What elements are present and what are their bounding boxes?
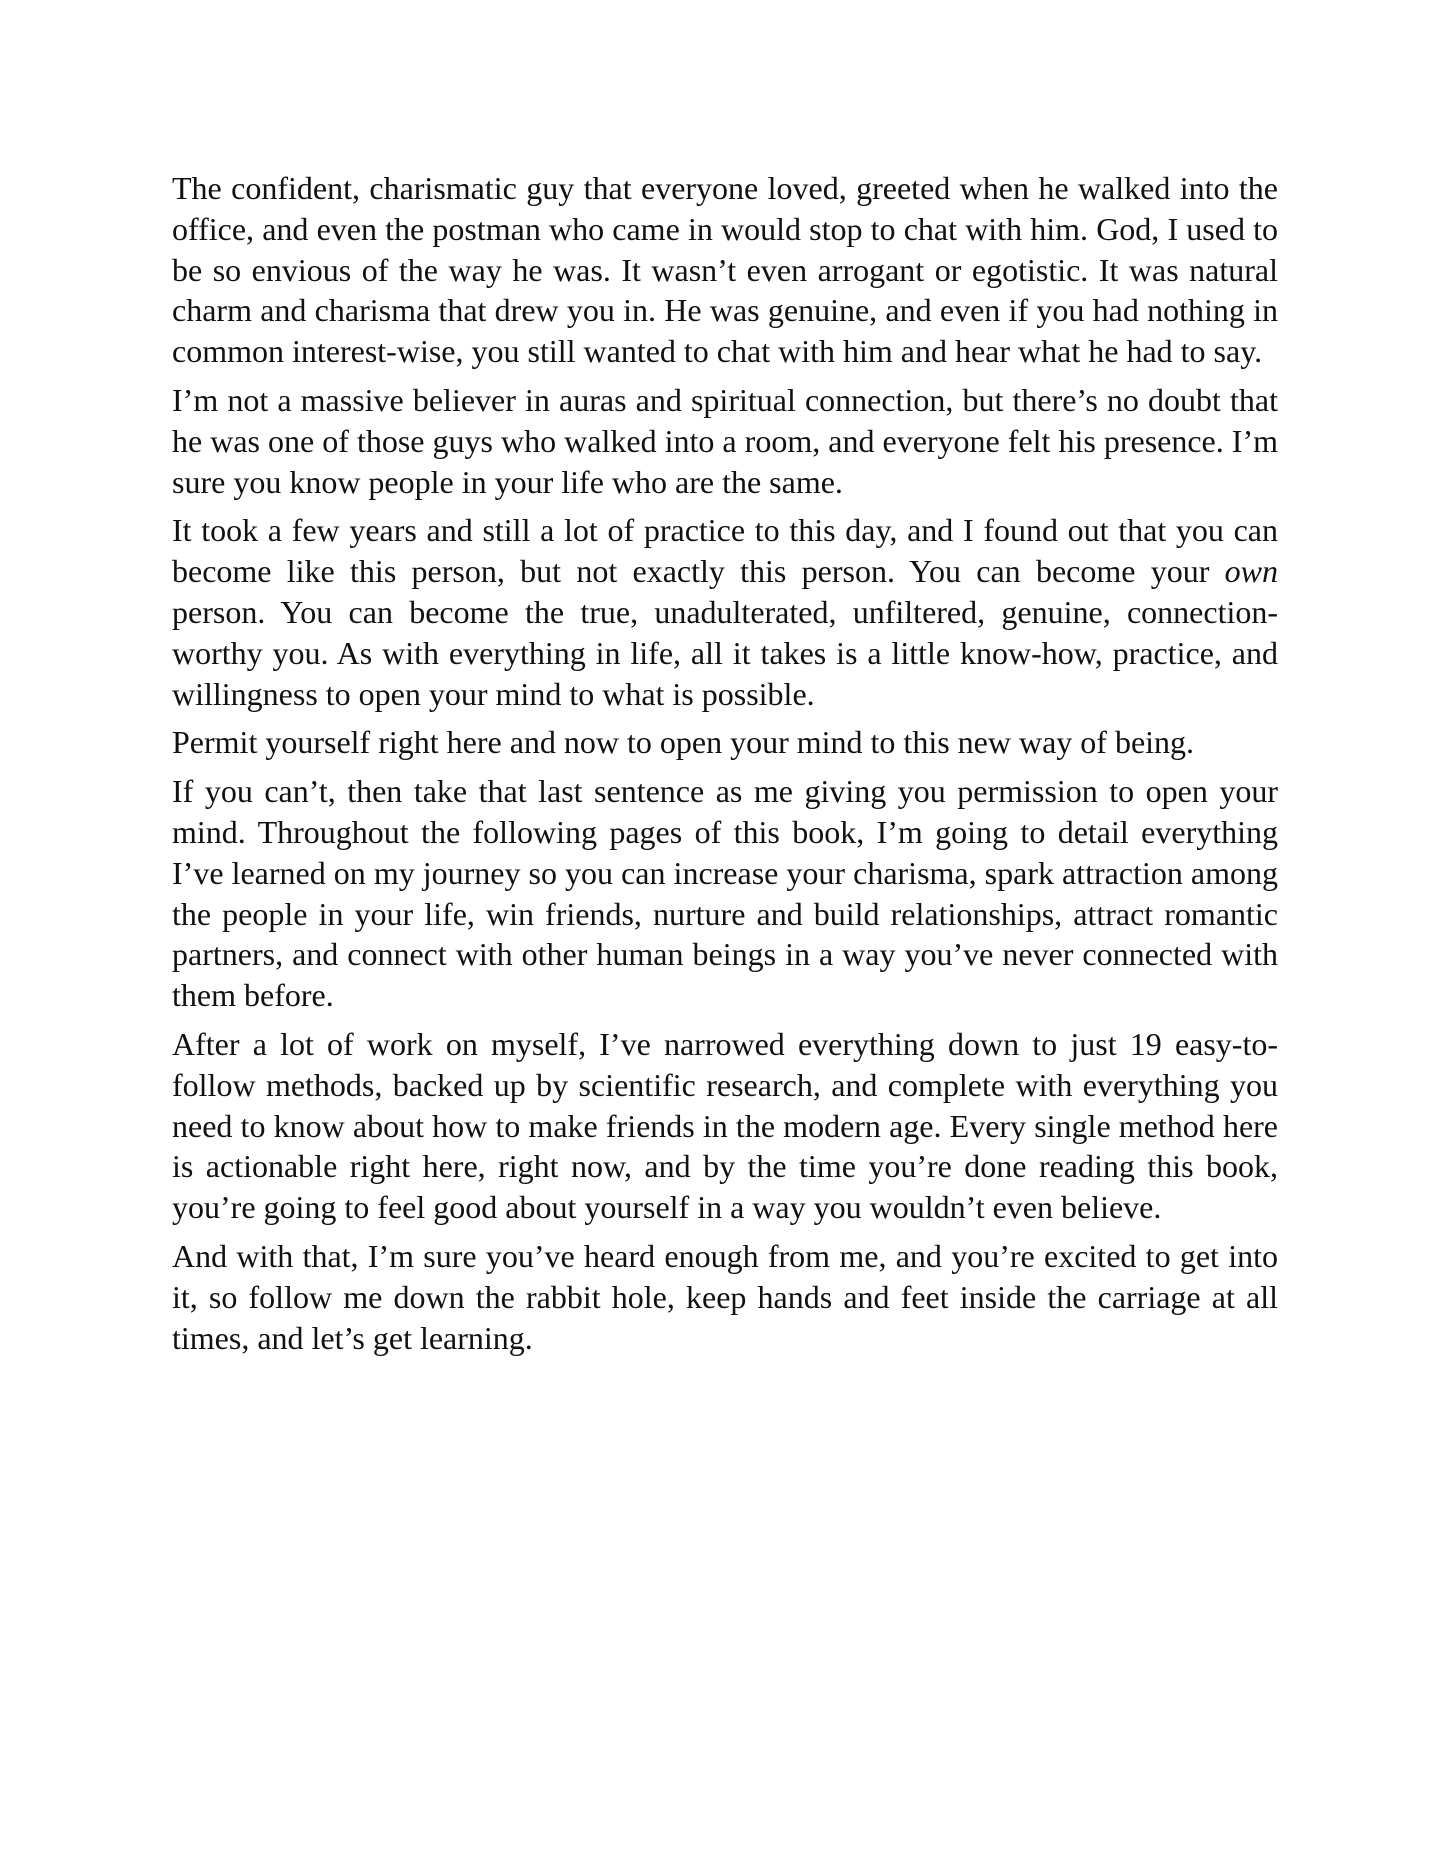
paragraph-6: After a lot of work on myself, I’ve narrowed everything down to just 19 easy-to-follow methods, backed up by scientific research, and complete with everything you need to know about how to make friends in the modern age. Every single method here is actionable right here, right now, and by the time you’re done reading this book, you’re going to feel good about yourself in a way you wouldn’t even believe. bbox=[172, 1025, 1278, 1226]
paragraph-3-start: It took a few years and still a lot of practice to this day, and I found out that you can become like this person, but not exactly this person. You can become your bbox=[172, 512, 1278, 590]
paragraph-5: If you can’t, then take that last sentence as me giving you permission to open your mind. Throughout the following pages of this book, I’m going to detail everything I’ve learned on my journey so you can increase your charisma, spark attraction among the people in your life, win friends, nurture and build relationships, attract romantic partners, and connect with other human beings in a way you’ve never connected with them before. bbox=[172, 773, 1278, 1014]
paragraph-7: And with that, I’m sure you’ve heard enough from me, and you’re excited to get into it, so follow me down the rabbit hole, keep hands and feet inside the carriage at all times, and let’s get learning. bbox=[172, 1237, 1278, 1356]
paragraph-1: The confident, charismatic guy that everyone loved, greeted when he walked into the office, and even the postman who came in would stop to chat with him. God, I used to be so envious of the way he was. It wasn’t even arrogant or egotistic. It was natural charm and charisma that drew you in. He was genuine, and even if you had nothing in common interest-wise, you still wanted to chat with him and hear what he had to say. bbox=[172, 170, 1278, 370]
paragraph-3-end: person. You can become the true, unadulterated, unfiltered, genuine, connection-worthy you. As with everything in life, all it takes is a little know-how, practice, and willingness to open your mind to what is possible. bbox=[172, 593, 1278, 712]
paragraph-3 bbox=[172, 510, 1278, 714]
emphasized-word: own bbox=[1224, 553, 1278, 590]
paragraph-4: Permit yourself right here and now to open your mind to this new way of being. bbox=[172, 724, 1195, 761]
paragraph-2: I’m not a massive believer in auras and spiritual connection, but there’s no doubt that he was one of those guys who walked into a room, and everyone felt his presence. I’m sure you know people in your life who are the same. bbox=[172, 381, 1278, 500]
body-text bbox=[172, 168, 1278, 1358]
